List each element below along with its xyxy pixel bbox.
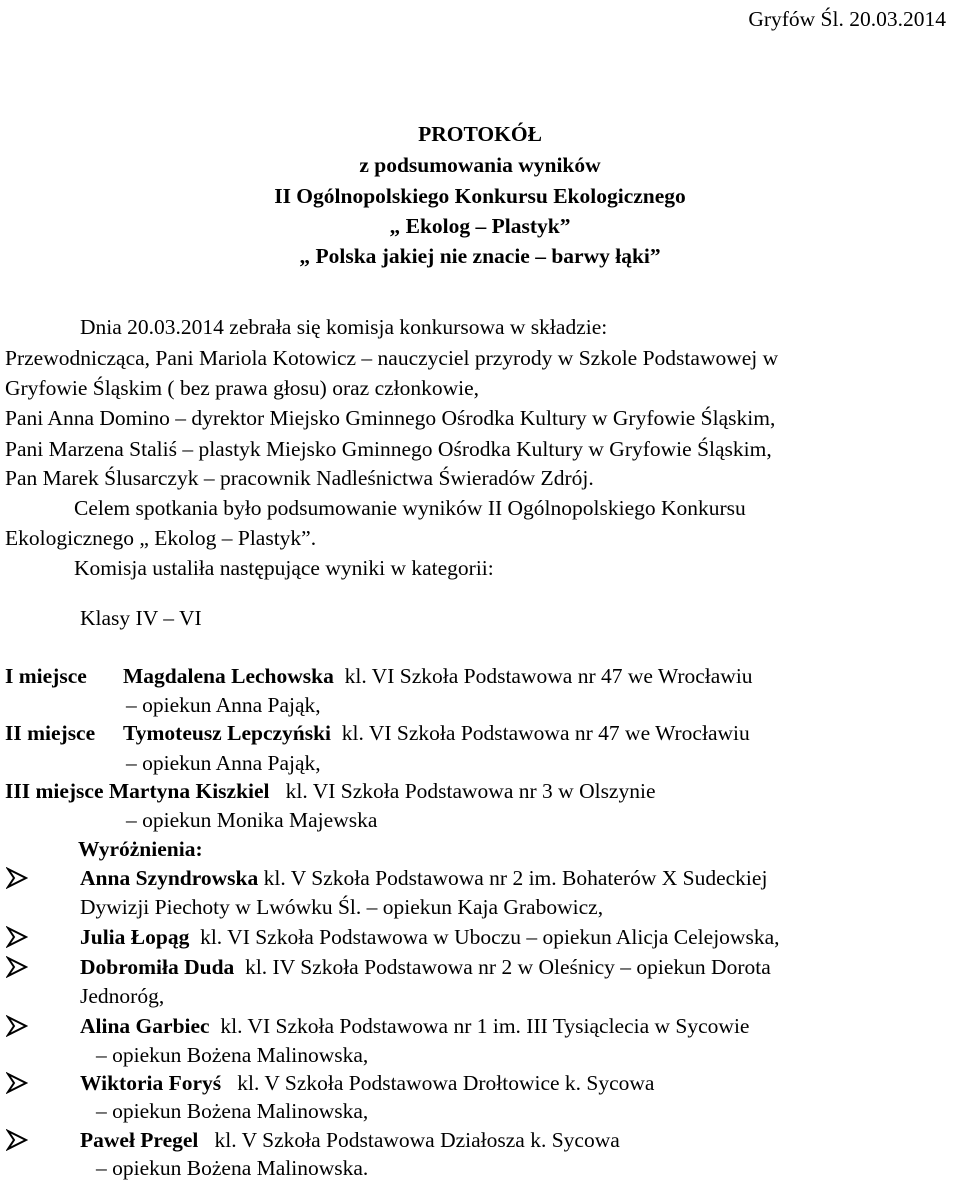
distinction-4-cont: – opiekun Bożena Malinowska, [96,1043,369,1067]
place-label: III miejsce [5,779,104,803]
distinction-text: kl. VI Szkoła Podstawowa w Uboczu – opiekun Alicja Celejowska, [200,925,780,949]
place-2-row [5,719,750,747]
distinction-5-cont: – opiekun Bożena Malinowska, [96,1099,369,1123]
distinction-4 [80,1012,749,1040]
distinction-text: kl. V Szkoła Podstawowa Działosza k. Sycowa [214,1128,620,1152]
title-protokol: PROTOKÓŁ [418,122,542,146]
intro-line-4: Pani Anna Domino – dyrektor Miejsko Gminnego Ośrodka Kultury w Gryfowie Śląskim, [5,406,776,430]
place-date: Gryfów Śl. 20.03.2014 [748,7,946,31]
place-1-row [5,662,753,690]
intro-line-3: Gryfowie Śląskim ( bez prawa głosu) oraz członkowie, [5,376,480,400]
category-heading: Klasy IV – VI [80,606,202,630]
arrowhead-bullet-icon [6,956,28,978]
distinction-text: kl. V Szkoła Podstawowa nr 2 im. Bohaterów X Sudeckiej [263,866,768,890]
distinction-name: Wiktoria Foryś [80,1071,222,1095]
place-label: I miejsce [5,664,87,688]
title-line-5: „ Polska jakiej nie znacie – barwy łąki” [299,244,661,268]
distinction-text: kl. VI Szkoła Podstawowa nr 1 im. III Tysiąclecia w Sycowie [220,1014,750,1038]
distinction-name: Paweł Pregel [80,1128,199,1152]
distinction-1 [80,864,767,892]
distinction-name: Julia Łopąg [80,925,190,949]
winner-detail: kl. VI Szkoła Podstawowa nr 47 we Wrocławiu [344,664,753,688]
title-line-2: z podsumowania wyników [359,153,601,177]
distinction-name: Alina Garbiec [80,1014,210,1038]
intro-line-9: Komisja ustaliła następujące wyniki w kategorii: [74,556,494,580]
arrowhead-bullet-icon [6,926,28,948]
distinction-3-cont: Jednoróg, [80,984,165,1008]
winner-detail: kl. VI Szkoła Podstawowa nr 47 we Wrocławiu [341,721,750,745]
arrowhead-bullet-icon [6,1129,28,1151]
distinction-3 [80,953,771,981]
winner-detail: kl. VI Szkoła Podstawowa nr 3 w Olszynie [285,779,656,803]
arrowhead-bullet-icon [6,867,28,889]
distinction-name: Dobromiła Duda [80,955,235,979]
place-label: II miejsce [5,721,96,745]
distinction-6 [80,1126,620,1154]
distinction-6-cont: – opiekun Bożena Malinowska. [96,1156,369,1180]
intro-line-2: Przewodnicząca, Pani Mariola Kotowicz – nauczyciel przyrody w Szkole Podstawowej w [5,346,779,370]
intro-line-5: Pani Marzena Staliś – plastyk Miejsko Gminnego Ośrodka Kultury w Gryfowie Śląskim, [5,437,772,461]
arrowhead-bullet-icon [6,1015,28,1037]
distinction-1-cont: Dywizji Piechoty w Lwówku Śl. – opiekun Kaja Grabowicz, [80,895,604,919]
title-line-4: „ Ekolog – Plastyk” [389,214,571,238]
winner-name: Tymoteusz Lepczyński [123,721,332,745]
winner-name: Martyna Kiszkiel [108,779,270,803]
place-2-tutor: – opiekun Anna Pająk, [126,751,321,775]
distinction-5 [80,1069,654,1097]
intro-line-6: Pan Marek Ślusarczyk – pracownik Nadleśnictwa Świeradów Zdrój. [5,466,594,490]
distinction-2 [80,923,780,951]
intro-line-7: Celem spotkania było podsumowanie wyników II Ogólnopolskiego Konkursu [74,496,746,520]
distinctions-heading: Wyróżnienia: [78,837,203,861]
distinction-text: kl. V Szkoła Podstawowa Drołtowice k. Sycowa [237,1071,655,1095]
place-3-row [5,777,656,805]
arrowhead-bullet-icon [6,1072,28,1094]
place-3-tutor: – opiekun Monika Majewska [126,808,378,832]
winner-name: Magdalena Lechowska [123,664,334,688]
distinction-text: kl. IV Szkoła Podstawowa nr 2 w Oleśnicy – opiekun Dorota [245,955,771,979]
title-line-3: II Ogólnopolskiego Konkursu Ekologicznego [274,184,686,208]
place-1-tutor: – opiekun Anna Pająk, [126,693,321,717]
intro-line-1: Dnia 20.03.2014 zebrała się komisja konkursowa w składzie: [80,315,608,339]
distinction-name: Anna Szyndrowska [80,866,259,890]
intro-line-8: Ekologicznego „ Ekolog – Plastyk”. [5,526,317,550]
